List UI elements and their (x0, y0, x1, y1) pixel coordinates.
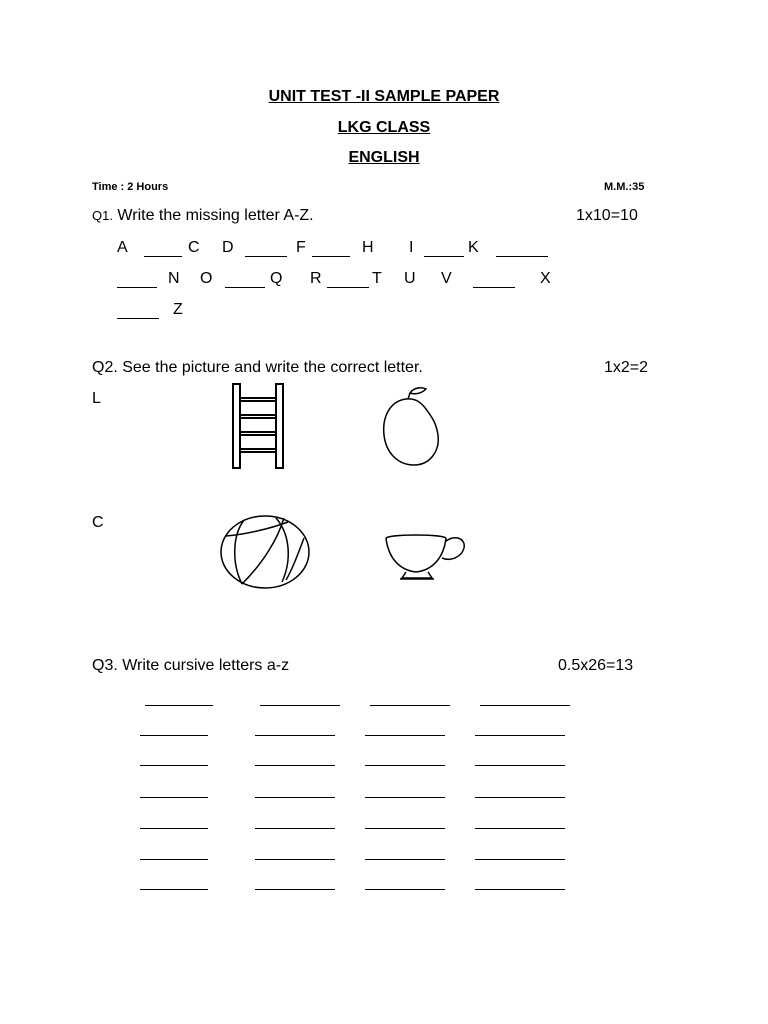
q1-letter-f: F (296, 239, 306, 256)
q1-text: Write the missing letter A-Z. (117, 207, 314, 224)
q2-letter-l: L (92, 390, 101, 407)
mango-icon (380, 387, 444, 469)
class-heading: LKG CLASS (337, 119, 431, 136)
q3-writing-line[interactable] (140, 797, 208, 798)
q3-writing-line[interactable] (255, 889, 335, 890)
ladder-icon (228, 383, 288, 469)
q1-blank[interactable] (473, 287, 515, 288)
q1-letter-t: T (372, 270, 382, 287)
q3-writing-line[interactable] (480, 705, 570, 706)
q3-writing-line[interactable] (140, 765, 208, 766)
q1-blank[interactable] (327, 287, 369, 288)
q3-writing-line[interactable] (255, 797, 335, 798)
max-marks-label: M.M.:35 (604, 181, 645, 193)
q1-letter-n: N (168, 270, 180, 287)
q1-letter-i: I (409, 239, 414, 256)
q3-writing-line[interactable] (145, 705, 213, 706)
q1-letter-z: Z (173, 301, 183, 318)
q1-number: Q1. (92, 208, 113, 223)
q1-question (92, 207, 314, 225)
q3-writing-line[interactable] (365, 889, 445, 890)
q1-letter-u: U (404, 270, 416, 287)
q1-letter-k: K (468, 239, 479, 256)
q1-blank[interactable] (245, 256, 287, 257)
q3-writing-line[interactable] (365, 797, 445, 798)
q3-writing-line[interactable] (475, 889, 565, 890)
q2-marks: 1x2=2 (604, 359, 649, 376)
q3-writing-line[interactable] (255, 765, 335, 766)
q3-writing-line[interactable] (370, 705, 450, 706)
q1-blank[interactable] (225, 287, 265, 288)
q3-writing-line[interactable] (255, 735, 335, 736)
q3-writing-line[interactable] (475, 859, 565, 860)
q1-letter-r: R (310, 270, 322, 287)
q3-writing-line[interactable] (475, 735, 565, 736)
q1-blank[interactable] (424, 256, 464, 257)
q3-writing-line[interactable] (365, 735, 445, 736)
q3-writing-line[interactable] (140, 889, 208, 890)
q1-letter-o: O (200, 270, 213, 287)
q1-letter-h: H (362, 239, 374, 256)
q1-letter-v: V (441, 270, 452, 287)
q3-marks: 0.5x26=13 (558, 657, 634, 674)
page-title: UNIT TEST -II SAMPLE PAPER (268, 88, 500, 105)
q1-letter-d: D (222, 239, 234, 256)
ball-icon (218, 514, 312, 590)
q3-writing-line[interactable] (475, 765, 565, 766)
q1-letter-c: C (188, 239, 200, 256)
q3-writing-line[interactable] (365, 828, 445, 829)
cup-icon (382, 532, 468, 582)
q2-letter-c: C (92, 514, 104, 531)
q1-letter-q: Q (270, 270, 283, 287)
q2-question: Q2. See the picture and write the correct letter. (92, 359, 423, 376)
q1-blank[interactable] (117, 287, 157, 288)
time-label: Time : 2 Hours (92, 181, 169, 193)
q1-marks: 1x10=10 (576, 207, 638, 224)
subject-heading: ENGLISH (348, 149, 420, 166)
q3-writing-line[interactable] (255, 859, 335, 860)
q1-letter-a: A (117, 239, 128, 256)
q3-writing-line[interactable] (140, 828, 208, 829)
q1-letter-x: X (540, 270, 551, 287)
q3-writing-line[interactable] (365, 859, 445, 860)
q3-writing-line[interactable] (255, 828, 335, 829)
q3-writing-line[interactable] (140, 735, 208, 736)
q1-blank[interactable] (312, 256, 350, 257)
q3-writing-line[interactable] (475, 797, 565, 798)
q3-writing-line[interactable] (475, 828, 565, 829)
q1-blank[interactable] (144, 256, 182, 257)
q3-writing-line[interactable] (365, 765, 445, 766)
q3-writing-line[interactable] (260, 705, 340, 706)
q1-blank[interactable] (117, 318, 159, 319)
q3-writing-line[interactable] (140, 859, 208, 860)
q1-blank[interactable] (496, 256, 548, 257)
q3-question: Q3. Write cursive letters a-z (92, 657, 290, 674)
